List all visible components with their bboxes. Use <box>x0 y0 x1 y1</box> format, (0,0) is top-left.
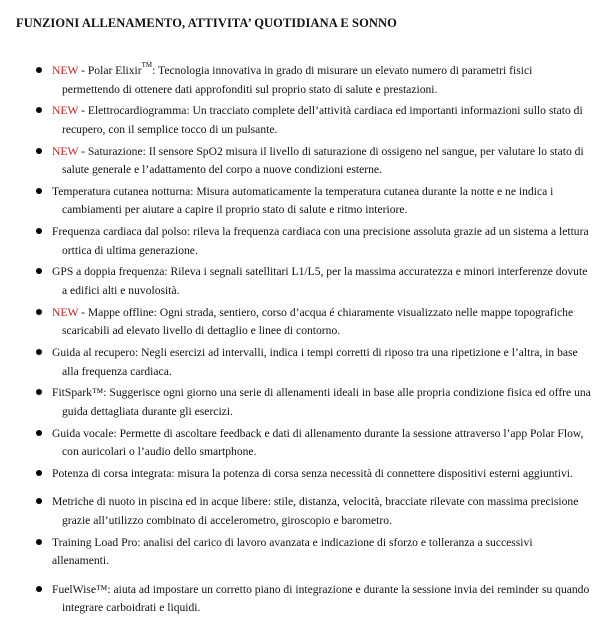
list-item <box>0 62 600 99</box>
list-item <box>0 304 600 341</box>
feature-text-continuation: scaricabili ad elevato livello di dettaglio e linee di contorno. <box>62 324 341 338</box>
feature-text-continuation: integrare carboidrati e liquidi. <box>62 601 201 615</box>
feature-text-continuation: orttica di ultima generazione. <box>62 243 198 257</box>
feature-text: Frequenza cardiaca dal polso: rileva la frequenza cardiaca con una precisione assoluta grazie ad un sistema a lettura <box>52 225 589 239</box>
bullet-icon <box>36 67 42 73</box>
bullet-icon <box>36 389 42 395</box>
list-item <box>0 493 600 530</box>
feature-text: FuelWise™: aiuta ad impostare un corretto piano di integrazione e durante la sessione invia dei reminder su quando <box>52 582 590 596</box>
new-badge: NEW <box>52 144 79 158</box>
feature-text-continuation: grazie all’utilizzo combinato di accelerometro, giroscopio e barometro. <box>62 513 392 527</box>
list-item <box>0 384 600 421</box>
feature-text: NEW - Polar Elixir™: Tecnologia innovativa in grado di misurare un elevato numero di parametri fisici <box>52 61 533 77</box>
bullet-icon <box>36 586 42 592</box>
bullet-icon <box>36 268 42 274</box>
new-badge: NEW <box>52 305 79 319</box>
feature-text: Guida al recupero: Negli esercizi ad intervalli, indica i tempi corretti di riposo tra una ripetizione e l’altra, in base <box>52 346 578 360</box>
feature-text-continuation: a edifici alti e nuvolosità. <box>62 283 180 297</box>
page-title: FUNZIONI ALLENAMENTO, ATTIVITA’ QUOTIDIANA E SONNO <box>16 16 397 30</box>
list-item <box>0 263 600 300</box>
feature-text-continuation: con auricolari o l’audio dello smartphone. <box>62 445 257 459</box>
list-item <box>0 143 600 180</box>
feature-text: FitSpark™: Suggerisce ogni giorno una serie di allenamenti ideali in base alle propria condizione fisica ed offre una <box>52 386 591 400</box>
feature-text: Temperatura cutanea notturna: Misura automaticamente la temperatura cutanea durante la notte e ne indica i <box>52 184 554 198</box>
bullet-icon <box>36 349 42 355</box>
feature-list <box>0 62 600 621</box>
list-item <box>0 344 600 381</box>
bullet-icon <box>36 228 42 234</box>
feature-text-continuation: guida dettagliata durante gli esercizi. <box>62 404 233 418</box>
trademark-mark: TM <box>141 61 153 69</box>
feature-text: NEW - Saturazione: Il sensore SpO2 misura il livello di saturazione di ossigeno nel sangue, per valutare lo stato di <box>52 144 584 158</box>
list-item <box>0 425 600 462</box>
list-item <box>0 223 600 260</box>
feature-text-continuation: salute generale e l’adattamento del corpo a nuove condizioni esterne. <box>62 163 382 177</box>
feature-text: GPS a doppia frequenza: Rileva i segnali satellitari L1/L5, per la massima accuratezza e minori interferenze dovute <box>52 265 588 279</box>
feature-text: Guida vocale: Permette di ascoltare feedback e dati di allenamento durante la sessione attraverso l’app Polar Flow, <box>52 426 584 440</box>
feature-text: NEW - Mappe offline: Ogni strada, sentiero, corso d’acqua é chiaramente visualizzato nelle mappe topografiche <box>52 305 574 319</box>
new-badge: NEW <box>52 64 79 77</box>
feature-text: NEW - Elettrocardiogramma: Un tracciato complete dell’attività cardiaca ed importanti informazioni sullo stato di <box>52 104 583 118</box>
list-item <box>0 465 600 484</box>
bullet-icon <box>36 309 42 315</box>
new-badge: NEW <box>52 104 79 118</box>
feature-text-continuation: cambiamenti per aiutare a capire il proprio stato di salute e ritmo interiore. <box>62 203 408 217</box>
feature-text-continuation: alla frequenza cardiaca. <box>62 364 172 378</box>
feature-text: Metriche di nuoto in piscina ed in acque libere: stile, distanza, velocità, bracciate rilevate con massima precisione <box>52 495 579 509</box>
bullet-icon <box>36 470 42 476</box>
feature-text: Training Load Pro: analisi del carico di lavoro avanzata e indicazione di sforzo e tolleranza a successivi allenamenti. <box>52 535 533 568</box>
feature-text-continuation: recupero, con il semplice tocco di un pulsante. <box>62 122 278 136</box>
feature-text: Potenza di corsa integrata: misura la potenza di corsa senza necessità di connettere dispositivi esterni aggiuntivi. <box>52 466 573 480</box>
bullet-icon <box>36 148 42 154</box>
bullet-icon <box>36 430 42 436</box>
bullet-icon <box>36 539 42 545</box>
list-item <box>0 581 600 618</box>
list-item <box>0 534 600 571</box>
feature-text-continuation: permettendo di ottenere dati approfonditi sul proprio stato di salute e prestazioni. <box>62 82 438 96</box>
bullet-icon <box>36 188 42 194</box>
list-item <box>0 102 600 139</box>
bullet-icon <box>36 498 42 504</box>
list-item <box>0 183 600 220</box>
bullet-icon <box>36 107 42 113</box>
